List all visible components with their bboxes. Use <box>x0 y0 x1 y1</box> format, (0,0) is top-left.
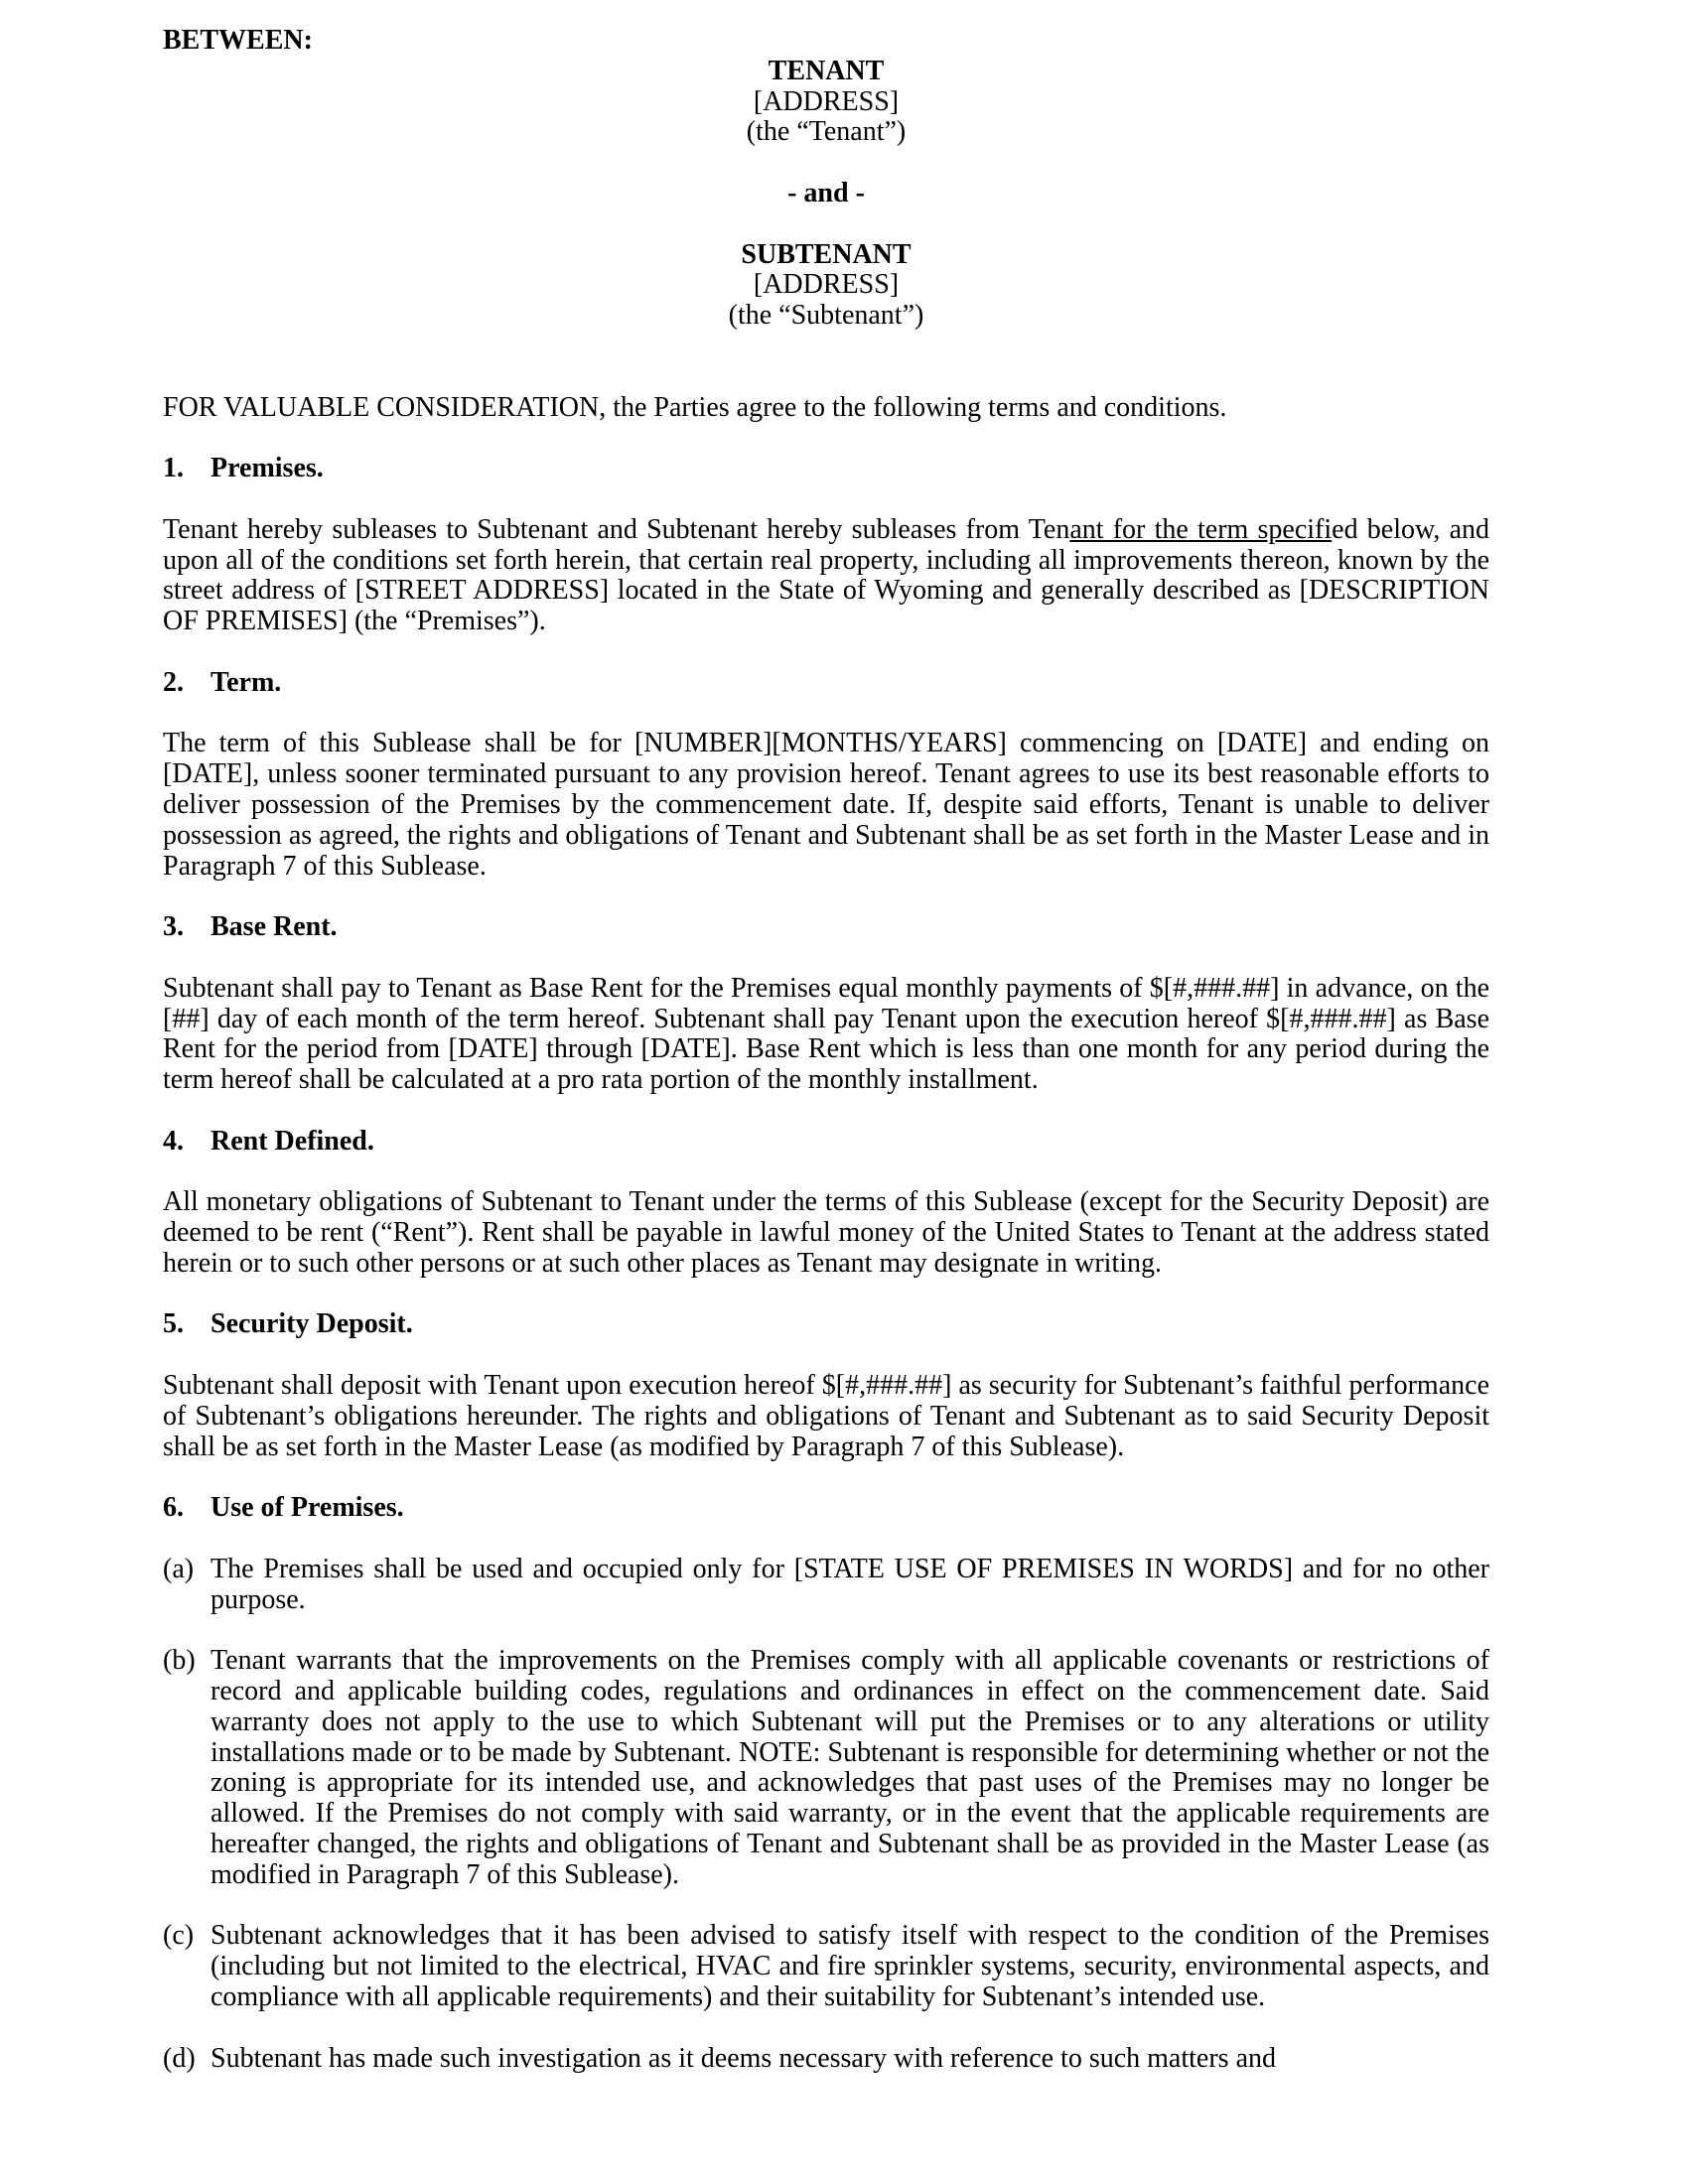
tenant-alias: (the “Tenant”) <box>746 116 907 148</box>
premises-body-underlined: ant for the term specifi <box>1069 513 1333 545</box>
section-title: Security Deposit. <box>211 1308 413 1340</box>
between-label: BETWEEN: <box>163 25 313 56</box>
section-title: Premises. <box>211 453 324 484</box>
section-number: 1. <box>163 453 184 484</box>
parties-block <box>163 57 1489 332</box>
use-of-premises-item-a <box>163 1555 1489 1616</box>
section-heading-base-rent <box>163 912 1489 943</box>
section-number: 3. <box>163 911 184 943</box>
subitem-text: The Premises shall be used and occupied only for [STATE USE OF PREMISES IN WORDS] and for no other purpose. <box>211 1553 1489 1615</box>
section-heading-rent-defined <box>163 1127 1489 1158</box>
subtenant-name: SUBTENANT <box>741 238 912 270</box>
section-body-base-rent: Subtenant shall pay to Tenant as Base Rent for the Premises equal monthly payments of $[#,###.##] in advance, on the [##] day of each month of the term hereof. Subtenant shall pay Tenant upon the execution hereof $[#,###.##] as Base Rent for the period from [DATE] through [DATE]. Base Rent which is less than one month for any period during the term hereof shall be calculated at a pro rata portion of the monthly installment. <box>163 972 1489 1096</box>
section-heading-premises <box>163 454 1489 484</box>
section-body-security-deposit: Subtenant shall deposit with Tenant upon execution hereof $[#,###.##] as security for Subtenant’s faithful performance of Subtenant’s obligations hereunder. The rights and obligations of Tenant and Subtenant as to said Security Deposit shall be as set forth in the Master Lease (as modified by Paragraph 7 of this Sublease). <box>163 1370 1489 1462</box>
parties-separator: - and - <box>787 177 865 208</box>
use-of-premises-item-c <box>163 1921 1489 2012</box>
subitem-label: (b) <box>163 1645 196 1677</box>
tenant-name: TENANT <box>768 55 885 86</box>
section-body-premises <box>163 515 1489 637</box>
subtenant-address-placeholder: [ADDRESS] <box>753 269 900 301</box>
use-of-premises-item-d <box>163 2044 1489 2075</box>
section-title: Term. <box>211 666 282 698</box>
subitem-text: Subtenant has made such investigation as it deems necessary with reference to such matters and <box>211 2042 1276 2074</box>
subitem-label: (a) <box>163 1553 195 1584</box>
subtenant-alias: (the “Subtenant”) <box>728 300 924 332</box>
section-number: 2. <box>163 666 184 698</box>
subitem-label: (c) <box>163 1920 195 1952</box>
section-body-term: The term of this Sublease shall be for [NUMBER][MONTHS/YEARS] commencing on [DATE] and ending on [DATE], unless sooner terminated pursuant to any provision hereof. Tenant agrees to use its best reasonable efforts to deliver possession of the Premises by the commencement date. If, despite said efforts, Tenant is unable to deliver possession as agreed, the rights and obligations of Tenant and Subtenant shall be as set forth in the Master Lease and in Paragraph 7 of this Sublease. <box>163 728 1489 882</box>
section-heading-security-deposit <box>163 1309 1489 1340</box>
section-body-rent-defined: All monetary obligations of Subtenant to Tenant under the terms of this Sublease (except for the Security Deposit) are deemed to be rent (“Rent”). Rent shall be payable in lawful money of the United States to Tenant at the address stated herein or to such other persons or at such other places as Tenant may designate in writing. <box>163 1186 1489 1279</box>
section-heading-term <box>163 668 1489 699</box>
section-heading-use-of-premises <box>163 1493 1489 1524</box>
premises-body-pre: Tenant hereby subleases to Subtenant and Subtenant hereby subleases from Ten <box>163 513 1070 545</box>
premises-body-post: ed below, and upon all of the conditions set forth herein, that certain real property, including all improvements thereon, known by the street address of [STREET ADDRESS] located in the State of Wyoming and generally described as [DESCRIPTION OF PREMISES] (the “Premises”). <box>163 513 1490 637</box>
subitem-text: Subtenant acknowledges that it has been advised to satisfy itself with respect to the condition of the Premises (including but not limited to the electrical, HVAC and fire sprinkler systems, security, environmental aspects, and compliance with all applicable requirements) and their suitability for Subtenant’s intended use. <box>211 1920 1489 2012</box>
subitem-label: (d) <box>163 2042 196 2074</box>
consideration-preamble: FOR VALUABLE CONSIDERATION, the Parties agree to the following terms and conditions. <box>163 391 1227 423</box>
section-number: 6. <box>163 1492 184 1524</box>
tenant-address-placeholder: [ADDRESS] <box>753 85 900 117</box>
section-number: 5. <box>163 1308 184 1340</box>
section-title: Rent Defined. <box>211 1125 374 1157</box>
section-title: Base Rent. <box>211 911 338 943</box>
section-title: Use of Premises. <box>211 1492 404 1524</box>
section-number: 4. <box>163 1125 184 1157</box>
use-of-premises-item-b <box>163 1646 1489 1890</box>
subitem-text: Tenant warrants that the improvements on the Premises comply with all applicable covenants or restrictions of record and applicable building codes, regulations and ordinances in effect on the commencement date. Said warranty does not apply to the use to which Subtenant will put the Premises or to any alterations or utility installations made or to be made by Subtenant. NOTE: Subtenant is responsible for determining whether or not the zoning is appropriate for its intended use, and acknowledges that past uses of the Premises may no longer be allowed. If the Premises do not comply with said warranty, or in the event that the applicable requirements are hereafter changed, the rights and obligations of Tenant and Subtenant shall be as provided in the Master Lease (as modified in Paragraph 7 of this Sublease). <box>211 1645 1489 1890</box>
